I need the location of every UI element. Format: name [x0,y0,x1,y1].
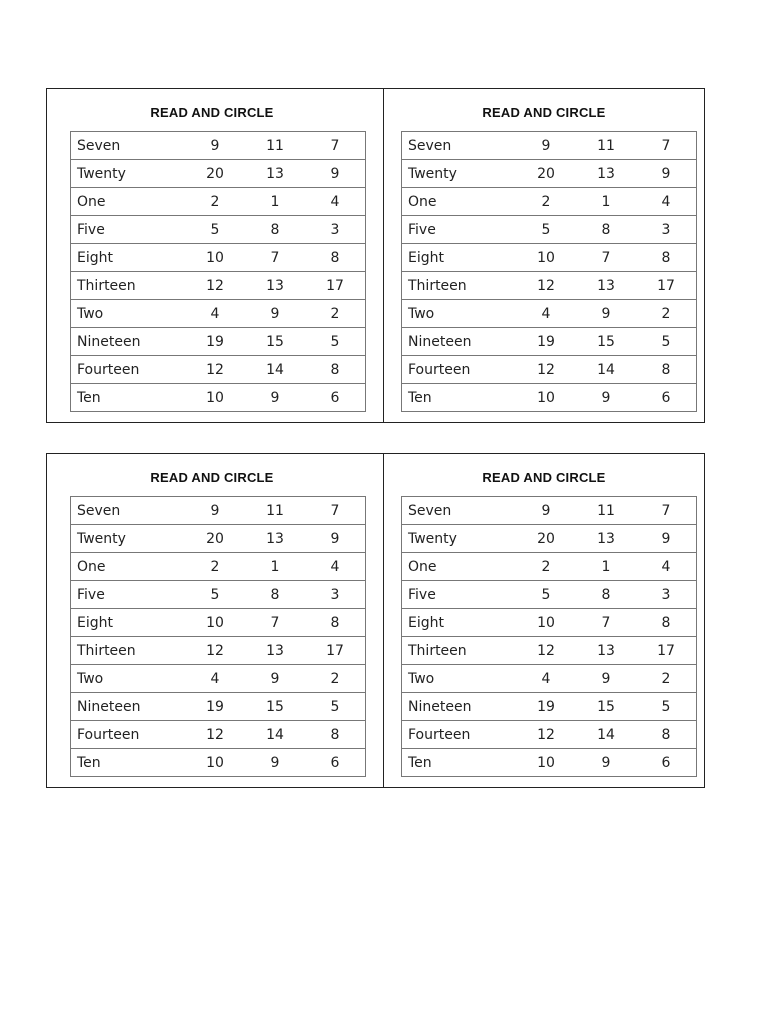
number-option-cell[interactable]: 15 [576,328,636,356]
number-option-cell[interactable]: 7 [305,132,366,160]
table-row [402,581,697,609]
number-word-cell: Ten [71,749,186,777]
table-row [71,356,366,384]
table-row [71,749,366,777]
number-word-cell: Thirteen [402,637,517,665]
number-option-cell[interactable]: 19 [516,693,576,721]
number-option-cell[interactable]: 2 [185,553,245,581]
number-option-cell[interactable]: 9 [245,749,305,777]
number-option-cell[interactable]: 14 [245,721,305,749]
number-word-cell: Five [71,216,186,244]
number-word-cell: Seven [71,497,186,525]
number-word-cell: Nineteen [71,328,186,356]
worksheet-card [384,89,704,422]
table-row [402,356,697,384]
number-option-cell[interactable]: 12 [516,637,576,665]
number-option-cell[interactable]: 15 [245,328,305,356]
table-row [402,497,697,525]
number-word-cell: Twenty [402,525,517,553]
number-word-cell: Five [71,581,186,609]
number-option-cell[interactable]: 9 [576,665,636,693]
table-row [71,328,366,356]
number-option-cell[interactable]: 19 [516,328,576,356]
number-option-cell[interactable]: 20 [185,525,245,553]
number-option-cell[interactable]: 7 [636,497,697,525]
number-word-cell: Twenty [71,160,186,188]
number-option-cell[interactable]: 5 [516,581,576,609]
table-row [71,665,366,693]
number-option-cell[interactable]: 12 [185,721,245,749]
number-option-cell[interactable]: 5 [305,328,366,356]
number-word-cell: Thirteen [402,272,517,300]
number-option-cell[interactable]: 3 [305,581,366,609]
number-option-cell[interactable]: 9 [305,160,366,188]
number-option-cell[interactable]: 11 [576,132,636,160]
number-option-cell[interactable]: 4 [305,553,366,581]
number-option-cell[interactable]: 8 [636,356,697,384]
number-option-cell[interactable]: 12 [516,721,576,749]
number-option-cell[interactable]: 15 [245,693,305,721]
number-word-cell: Fourteen [402,356,517,384]
number-word-cell: Seven [402,497,517,525]
table-row [71,609,366,637]
worksheet-card [384,454,704,787]
worksheet-card [47,454,384,787]
table-row [71,216,366,244]
number-word-cell: Two [71,665,186,693]
table-row [71,244,366,272]
worksheet-sheet-bottom [46,453,705,788]
number-option-cell[interactable]: 8 [305,609,366,637]
number-option-cell[interactable]: 8 [576,216,636,244]
table-row [402,749,697,777]
number-option-cell[interactable]: 19 [185,693,245,721]
number-word-cell: Ten [402,749,517,777]
card-title: READ AND CIRCLE [482,470,606,485]
number-option-cell[interactable]: 13 [576,160,636,188]
number-word-table [401,496,697,777]
number-option-cell[interactable]: 8 [245,581,305,609]
number-option-cell[interactable]: 8 [576,581,636,609]
number-option-cell[interactable]: 1 [245,188,305,216]
number-option-cell[interactable]: 20 [516,160,576,188]
number-option-cell[interactable]: 19 [185,328,245,356]
number-word-cell: Fourteen [71,356,186,384]
table-row [402,328,697,356]
number-option-cell[interactable]: 12 [185,637,245,665]
number-word-table [70,131,366,412]
number-word-cell: One [71,553,186,581]
number-word-cell: Fourteen [71,721,186,749]
number-option-cell[interactable]: 2 [636,300,697,328]
number-option-cell[interactable]: 7 [576,244,636,272]
worksheet-sheet-top [46,88,705,423]
number-option-cell[interactable]: 10 [516,609,576,637]
number-option-cell[interactable]: 20 [516,525,576,553]
card-title: READ AND CIRCLE [482,105,606,120]
number-option-cell[interactable]: 5 [636,693,697,721]
number-option-cell[interactable]: 9 [185,497,245,525]
number-word-cell: Twenty [71,525,186,553]
table-row [402,244,697,272]
number-option-cell[interactable]: 2 [516,553,576,581]
number-option-cell[interactable]: 10 [185,749,245,777]
number-option-cell[interactable]: 13 [576,272,636,300]
number-option-cell[interactable]: 2 [305,665,366,693]
number-option-cell[interactable]: 14 [576,356,636,384]
number-option-cell[interactable]: 7 [305,497,366,525]
number-option-cell[interactable]: 12 [516,272,576,300]
number-option-cell[interactable]: 9 [245,665,305,693]
table-row [71,693,366,721]
number-option-cell[interactable]: 10 [185,609,245,637]
table-row [402,525,697,553]
number-option-cell[interactable]: 20 [185,160,245,188]
number-option-cell[interactable]: 14 [245,356,305,384]
number-option-cell[interactable]: 10 [516,244,576,272]
table-row [402,300,697,328]
number-option-cell[interactable]: 2 [516,188,576,216]
number-option-cell[interactable]: 8 [636,721,697,749]
worksheet-card [47,89,384,422]
number-word-cell: Two [402,665,517,693]
table-row [71,497,366,525]
number-option-cell[interactable]: 12 [516,356,576,384]
table-row [71,581,366,609]
number-option-cell[interactable]: 1 [576,553,636,581]
number-option-cell[interactable]: 3 [636,216,697,244]
number-option-cell[interactable]: 8 [305,244,366,272]
number-option-cell[interactable]: 10 [185,384,245,412]
number-option-cell[interactable]: 8 [245,216,305,244]
table-row [71,721,366,749]
number-option-cell[interactable]: 5 [516,216,576,244]
number-word-cell: Eight [71,244,186,272]
number-word-cell: Seven [402,132,517,160]
table-row [71,525,366,553]
table-row [402,665,697,693]
number-option-cell[interactable]: 6 [305,749,366,777]
number-option-cell[interactable]: 6 [636,384,697,412]
number-option-cell[interactable]: 13 [576,637,636,665]
number-option-cell[interactable]: 13 [245,525,305,553]
number-word-cell: Eight [402,244,517,272]
number-option-cell[interactable]: 9 [576,384,636,412]
number-option-cell[interactable]: 12 [185,272,245,300]
number-option-cell[interactable]: 5 [185,581,245,609]
number-option-cell[interactable]: 9 [305,525,366,553]
number-option-cell[interactable]: 14 [576,721,636,749]
number-option-cell[interactable]: 8 [636,609,697,637]
number-option-cell[interactable]: 8 [305,721,366,749]
number-word-cell: Ten [402,384,517,412]
number-option-cell[interactable]: 8 [305,356,366,384]
number-option-cell[interactable]: 10 [185,244,245,272]
number-option-cell[interactable]: 9 [576,300,636,328]
table-row [402,721,697,749]
table-row [402,132,697,160]
number-word-cell: Seven [71,132,186,160]
table-row [71,132,366,160]
number-option-cell[interactable]: 6 [636,749,697,777]
number-option-cell[interactable]: 8 [636,244,697,272]
number-word-cell: One [402,553,517,581]
number-word-cell: Eight [71,609,186,637]
number-option-cell[interactable]: 15 [576,693,636,721]
number-option-cell[interactable]: 7 [576,609,636,637]
number-word-cell: Eight [402,609,517,637]
number-option-cell[interactable]: 2 [305,300,366,328]
number-word-cell: One [402,188,517,216]
number-word-cell: Five [402,216,517,244]
number-word-cell: Twenty [402,160,517,188]
number-word-cell: Thirteen [71,637,186,665]
number-option-cell[interactable]: 9 [516,132,576,160]
number-option-cell[interactable]: 6 [305,384,366,412]
number-option-cell[interactable]: 9 [245,384,305,412]
number-option-cell[interactable]: 4 [636,188,697,216]
number-option-cell[interactable]: 4 [636,553,697,581]
number-option-cell[interactable]: 13 [245,272,305,300]
number-word-cell: Nineteen [71,693,186,721]
number-option-cell[interactable]: 9 [636,525,697,553]
number-option-cell[interactable]: 9 [636,160,697,188]
number-option-cell[interactable]: 12 [185,356,245,384]
number-word-table [401,131,697,412]
number-option-cell[interactable]: 4 [516,665,576,693]
table-row [402,160,697,188]
number-option-cell[interactable]: 9 [516,497,576,525]
number-option-cell[interactable]: 3 [636,581,697,609]
card-title: READ AND CIRCLE [150,470,274,485]
number-option-cell[interactable]: 13 [245,160,305,188]
number-option-cell[interactable]: 5 [636,328,697,356]
number-option-cell[interactable]: 4 [516,300,576,328]
table-row [402,272,697,300]
number-option-cell[interactable]: 7 [245,609,305,637]
table-row [402,609,697,637]
number-option-cell[interactable]: 17 [636,272,697,300]
number-option-cell[interactable]: 9 [185,132,245,160]
table-row [71,553,366,581]
number-option-cell[interactable]: 7 [245,244,305,272]
number-option-cell[interactable]: 2 [185,188,245,216]
number-option-cell[interactable]: 2 [636,665,697,693]
table-row [71,637,366,665]
number-option-cell[interactable]: 4 [305,188,366,216]
number-option-cell[interactable]: 1 [245,553,305,581]
number-option-cell[interactable]: 5 [185,216,245,244]
table-row [71,160,366,188]
table-row [402,693,697,721]
number-option-cell[interactable]: 17 [305,272,366,300]
number-option-cell[interactable]: 3 [305,216,366,244]
table-row [402,188,697,216]
number-word-cell: One [71,188,186,216]
number-word-cell: Fourteen [402,721,517,749]
number-option-cell[interactable]: 1 [576,188,636,216]
number-option-cell[interactable]: 13 [245,637,305,665]
number-word-cell: Two [402,300,517,328]
table-row [71,188,366,216]
number-option-cell[interactable]: 4 [185,300,245,328]
number-option-cell[interactable]: 11 [576,497,636,525]
number-option-cell[interactable]: 7 [636,132,697,160]
number-option-cell[interactable]: 13 [576,525,636,553]
table-row [402,216,697,244]
number-word-cell: Five [402,581,517,609]
number-word-table [70,496,366,777]
number-option-cell[interactable]: 9 [576,749,636,777]
number-word-cell: Two [71,300,186,328]
number-option-cell[interactable]: 9 [245,300,305,328]
number-option-cell[interactable]: 11 [245,132,305,160]
number-word-cell: Nineteen [402,693,517,721]
number-option-cell[interactable]: 10 [516,749,576,777]
number-option-cell[interactable]: 4 [185,665,245,693]
table-row [402,637,697,665]
table-row [71,300,366,328]
number-word-cell: Nineteen [402,328,517,356]
number-option-cell[interactable]: 17 [305,637,366,665]
number-option-cell[interactable]: 11 [245,497,305,525]
table-row [71,272,366,300]
number-option-cell[interactable]: 17 [636,637,697,665]
table-row [402,553,697,581]
number-option-cell[interactable]: 5 [305,693,366,721]
number-word-cell: Thirteen [71,272,186,300]
card-title: READ AND CIRCLE [150,105,274,120]
number-word-cell: Ten [71,384,186,412]
table-row [71,384,366,412]
table-row [402,384,697,412]
number-option-cell[interactable]: 10 [516,384,576,412]
